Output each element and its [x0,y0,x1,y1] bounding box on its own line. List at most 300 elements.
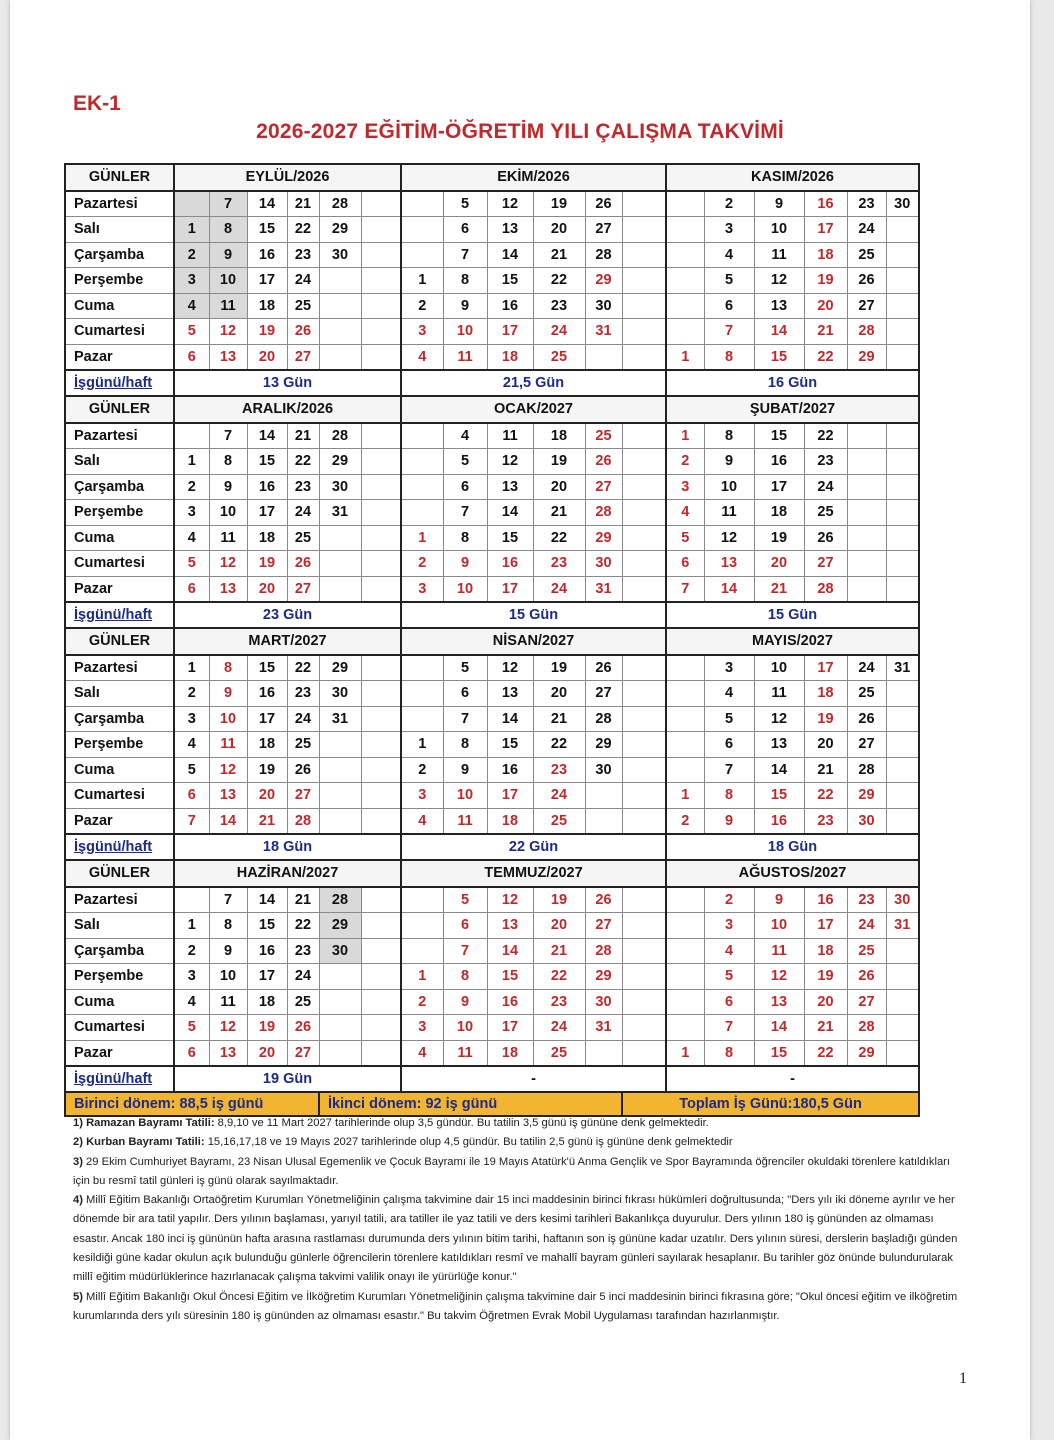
date-cell: 10 [754,655,804,681]
date-cell: 18 [247,293,287,319]
date-cell: 23 [804,808,847,834]
date-cell: 3 [704,655,754,681]
date-cell: 17 [247,964,287,990]
date-cell: 24 [287,964,319,990]
date-cell: 12 [754,706,804,732]
date-cell: 7 [704,757,754,783]
date-cell: 1 [174,655,209,681]
date-cell: 14 [704,576,754,602]
date-cell: 7 [209,887,247,913]
date-cell [361,449,401,475]
date-cell: 12 [487,191,533,217]
annex-label: EK-1 [73,92,121,115]
date-cell [319,319,361,345]
date-cell: 14 [754,319,804,345]
day-name: Salı [65,449,174,475]
date-cell: 29 [319,217,361,243]
date-cell: 9 [209,474,247,500]
day-row [65,655,919,681]
date-cell: 2 [401,293,443,319]
day-name: Pazar [65,344,174,370]
day-name: Çarşamba [65,242,174,268]
date-cell: 5 [704,268,754,294]
date-cell [401,706,443,732]
date-cell [361,268,401,294]
month-name: EKİM/2026 [401,164,666,191]
date-cell: 18 [247,732,287,758]
date-cell: 11 [704,500,754,526]
date-cell: 3 [174,500,209,526]
date-cell: 18 [247,525,287,551]
date-cell: 6 [704,293,754,319]
date-cell: 12 [487,887,533,913]
day-name: Cumartesi [65,551,174,577]
date-cell: 28 [319,887,361,913]
date-cell: 22 [804,783,847,809]
date-cell [886,808,919,834]
date-cell: 20 [804,989,847,1015]
date-cell: 30 [886,887,919,913]
footnote [73,1153,963,1192]
date-cell: 24 [847,655,886,681]
date-cell [361,1015,401,1041]
date-cell: 29 [319,449,361,475]
date-cell [361,732,401,758]
date-cell: 14 [487,706,533,732]
date-cell: 10 [209,964,247,990]
date-cell [847,500,886,526]
date-cell: 27 [585,474,622,500]
day-name: Perşembe [65,964,174,990]
month-name: OCAK/2027 [401,396,666,423]
date-cell [847,423,886,449]
day-name: Cuma [65,525,174,551]
date-cell: 30 [847,808,886,834]
day-name: Pazartesi [65,887,174,913]
day-name: Perşembe [65,500,174,526]
date-cell [622,938,666,964]
month-name: ŞUBAT/2027 [666,396,919,423]
date-cell: 5 [174,1015,209,1041]
date-cell: 19 [804,268,847,294]
date-cell: 27 [804,551,847,577]
day-row [65,887,919,913]
day-name: Pazartesi [65,423,174,449]
day-row [65,525,919,551]
date-cell [361,783,401,809]
date-cell: 12 [487,449,533,475]
date-cell [666,989,704,1015]
day-name: Çarşamba [65,706,174,732]
date-cell [319,808,361,834]
date-cell: 6 [443,681,487,707]
date-cell [361,913,401,939]
workdays-value: 21,5 Gün [401,370,666,396]
date-cell: 20 [247,783,287,809]
date-cell: 5 [443,191,487,217]
date-cell [886,757,919,783]
date-cell: 20 [247,344,287,370]
date-cell [666,887,704,913]
date-cell: 4 [174,293,209,319]
day-row [65,191,919,217]
date-cell [361,757,401,783]
date-cell: 15 [487,732,533,758]
date-cell: 2 [174,938,209,964]
date-cell: 22 [533,268,585,294]
date-cell: 27 [847,989,886,1015]
date-cell: 22 [804,344,847,370]
date-cell [666,655,704,681]
date-cell: 21 [804,1015,847,1041]
date-cell [886,293,919,319]
date-cell [886,732,919,758]
date-cell [622,655,666,681]
month-header-row [65,164,919,191]
workdays-value: 23 Gün [174,602,401,628]
date-cell: 13 [754,732,804,758]
date-cell [361,964,401,990]
date-cell: 20 [533,681,585,707]
date-cell: 22 [287,217,319,243]
date-cell: 10 [209,268,247,294]
date-cell: 10 [443,1015,487,1041]
date-cell: 4 [704,938,754,964]
date-cell [622,1040,666,1066]
date-cell: 15 [754,423,804,449]
date-cell [886,423,919,449]
date-cell: 5 [443,449,487,475]
date-cell [886,242,919,268]
date-cell [361,551,401,577]
date-cell [585,783,622,809]
date-cell: 5 [443,655,487,681]
date-cell: 6 [443,913,487,939]
date-cell [319,732,361,758]
date-cell: 11 [754,681,804,707]
date-cell [622,423,666,449]
date-cell: 6 [174,344,209,370]
date-cell: 13 [754,293,804,319]
date-cell: 6 [443,217,487,243]
date-cell [401,913,443,939]
date-cell: 6 [174,576,209,602]
date-cell [361,217,401,243]
date-cell: 2 [666,449,704,475]
date-cell: 28 [585,938,622,964]
date-cell [319,293,361,319]
date-cell: 16 [247,681,287,707]
grand-total: Toplam İş Günü:180,5 Gün [622,1092,919,1116]
date-cell: 22 [533,964,585,990]
date-cell [319,964,361,990]
date-cell: 18 [487,808,533,834]
date-cell [886,474,919,500]
days-column-header: GÜNLER [65,628,174,655]
date-cell [401,474,443,500]
month-name: KASIM/2026 [666,164,919,191]
date-cell: 29 [585,964,622,990]
date-cell: 25 [847,242,886,268]
date-cell: 17 [247,706,287,732]
date-cell: 17 [754,474,804,500]
day-name: Salı [65,913,174,939]
date-cell: 8 [704,783,754,809]
date-cell: 10 [443,319,487,345]
day-name: Perşembe [65,732,174,758]
date-cell [319,989,361,1015]
date-cell [622,319,666,345]
date-cell [622,217,666,243]
date-cell: 21 [287,191,319,217]
date-cell: 23 [533,551,585,577]
date-cell: 10 [704,474,754,500]
date-cell: 9 [443,989,487,1015]
day-name: Pazar [65,1040,174,1066]
date-cell: 15 [754,344,804,370]
date-cell [361,989,401,1015]
date-cell: 29 [847,1040,886,1066]
day-row [65,217,919,243]
date-cell: 21 [533,242,585,268]
date-cell: 1 [401,525,443,551]
date-cell: 18 [804,938,847,964]
month-name: MAYIS/2027 [666,628,919,655]
date-cell: 13 [209,344,247,370]
date-cell: 1 [174,913,209,939]
date-cell: 27 [847,732,886,758]
page-title: 2026-2027 EĞİTİM-ÖĞRETİM YILI ÇALIŞMA TAKVİMİ [256,120,784,143]
date-cell: 24 [287,706,319,732]
day-name: Pazar [65,576,174,602]
date-cell: 15 [247,449,287,475]
date-cell: 4 [443,423,487,449]
date-cell: 23 [847,887,886,913]
day-row [65,423,919,449]
date-cell: 23 [287,938,319,964]
workdays-value: 13 Gün [174,370,401,396]
date-cell [622,757,666,783]
date-cell: 24 [533,783,585,809]
date-cell: 30 [886,191,919,217]
date-cell: 26 [804,525,847,551]
date-cell: 25 [847,681,886,707]
day-row [65,913,919,939]
workdays-value: 15 Gün [666,602,919,628]
date-cell: 26 [585,887,622,913]
date-cell [622,783,666,809]
date-cell: 5 [443,887,487,913]
date-cell: 9 [443,757,487,783]
second-term-total: İkinci dönem: 92 iş günü [319,1092,622,1116]
date-cell: 25 [847,938,886,964]
date-cell: 16 [487,293,533,319]
date-cell: 10 [209,706,247,732]
date-cell: 27 [585,681,622,707]
date-cell: 7 [666,576,704,602]
date-cell [622,525,666,551]
date-cell [319,1040,361,1066]
date-cell: 10 [754,217,804,243]
day-row [65,293,919,319]
date-cell: 8 [704,423,754,449]
date-cell: 14 [487,938,533,964]
date-cell: 11 [209,525,247,551]
date-cell: 17 [804,217,847,243]
date-cell: 9 [209,681,247,707]
date-cell [319,268,361,294]
date-cell [401,449,443,475]
first-term-total: Birinci dönem: 88,5 iş günü [65,1092,319,1116]
date-cell [319,525,361,551]
workdays-value: 18 Gün [174,834,401,860]
date-cell: 11 [209,732,247,758]
date-cell: 27 [287,1040,319,1066]
date-cell: 18 [804,242,847,268]
day-row [65,576,919,602]
date-cell: 3 [401,1015,443,1041]
date-cell: 26 [847,964,886,990]
date-cell: 24 [847,217,886,243]
workdays-value: 19 Gün [174,1066,401,1092]
date-cell [622,242,666,268]
date-cell: 30 [585,293,622,319]
date-cell: 24 [847,913,886,939]
date-cell: 18 [487,344,533,370]
day-row [65,783,919,809]
date-cell: 25 [287,989,319,1015]
date-cell: 25 [287,732,319,758]
date-cell: 19 [533,887,585,913]
date-cell: 30 [585,757,622,783]
date-cell [622,681,666,707]
day-row [65,938,919,964]
date-cell: 15 [754,1040,804,1066]
date-cell: 22 [804,1040,847,1066]
date-cell [847,449,886,475]
date-cell [622,964,666,990]
date-cell: 7 [704,319,754,345]
month-name: EYLÜL/2026 [174,164,401,191]
date-cell: 20 [804,293,847,319]
date-cell [361,681,401,707]
date-cell [886,681,919,707]
workdays-label: İşgünü/haft [65,834,174,860]
date-cell: 3 [666,474,704,500]
date-cell: 5 [704,706,754,732]
day-row [65,681,919,707]
date-cell: 17 [804,655,847,681]
date-cell: 23 [533,989,585,1015]
date-cell [401,938,443,964]
footnote-number: 4) [73,1194,83,1207]
date-cell: 11 [754,242,804,268]
date-cell: 10 [754,913,804,939]
date-cell [666,1015,704,1041]
date-cell: 17 [247,500,287,526]
date-cell: 17 [487,576,533,602]
date-cell: 8 [443,525,487,551]
month-header-row [65,860,919,887]
date-cell: 17 [247,268,287,294]
date-cell: 3 [174,964,209,990]
date-cell: 15 [247,913,287,939]
date-cell: 29 [847,783,886,809]
date-cell [886,500,919,526]
date-cell: 26 [847,706,886,732]
date-cell: 27 [585,913,622,939]
date-cell: 1 [666,344,704,370]
date-cell [666,242,704,268]
date-cell: 23 [533,293,585,319]
date-cell: 2 [704,191,754,217]
date-cell [319,757,361,783]
workdays-row [65,834,919,860]
month-name: AĞUSTOS/2027 [666,860,919,887]
date-cell [666,293,704,319]
day-row [65,732,919,758]
date-cell: 20 [533,913,585,939]
date-cell: 22 [287,449,319,475]
date-cell: 9 [754,191,804,217]
date-cell: 5 [704,964,754,990]
date-cell [847,525,886,551]
date-cell [361,706,401,732]
date-cell [886,576,919,602]
date-cell: 2 [174,681,209,707]
footnote-number: 2) [73,1136,83,1149]
date-cell: 23 [533,757,585,783]
date-cell: 1 [401,268,443,294]
date-cell: 11 [209,293,247,319]
date-cell: 5 [174,551,209,577]
date-cell: 19 [533,449,585,475]
date-cell [319,576,361,602]
date-cell: 28 [847,319,886,345]
date-cell: 9 [209,242,247,268]
date-cell: 20 [804,732,847,758]
date-cell: 3 [704,217,754,243]
days-column-header: GÜNLER [65,164,174,191]
date-cell: 26 [287,757,319,783]
date-cell: 11 [443,344,487,370]
day-row [65,319,919,345]
date-cell: 8 [209,655,247,681]
date-cell: 7 [174,808,209,834]
date-cell: 24 [533,1015,585,1041]
date-cell: 10 [443,576,487,602]
date-cell: 26 [287,551,319,577]
date-cell: 30 [319,938,361,964]
date-cell: 8 [443,964,487,990]
date-cell: 9 [443,551,487,577]
date-cell: 16 [247,242,287,268]
date-cell: 15 [247,655,287,681]
date-cell: 8 [209,913,247,939]
date-cell [666,319,704,345]
date-cell: 18 [247,989,287,1015]
date-cell: 28 [585,500,622,526]
date-cell: 13 [487,681,533,707]
footnote [73,1191,963,1287]
date-cell: 7 [443,242,487,268]
date-cell [361,1040,401,1066]
date-cell: 22 [533,732,585,758]
date-cell: 21 [247,808,287,834]
date-cell [622,706,666,732]
footnote-text: 15,16,17,18 ve 19 Mayıs 2027 tarihlerinde olup 4,5 gündür. Bu tatilin 2,5 günü iş gününe denk gelmektedir [204,1136,733,1149]
date-cell: 17 [487,1015,533,1041]
